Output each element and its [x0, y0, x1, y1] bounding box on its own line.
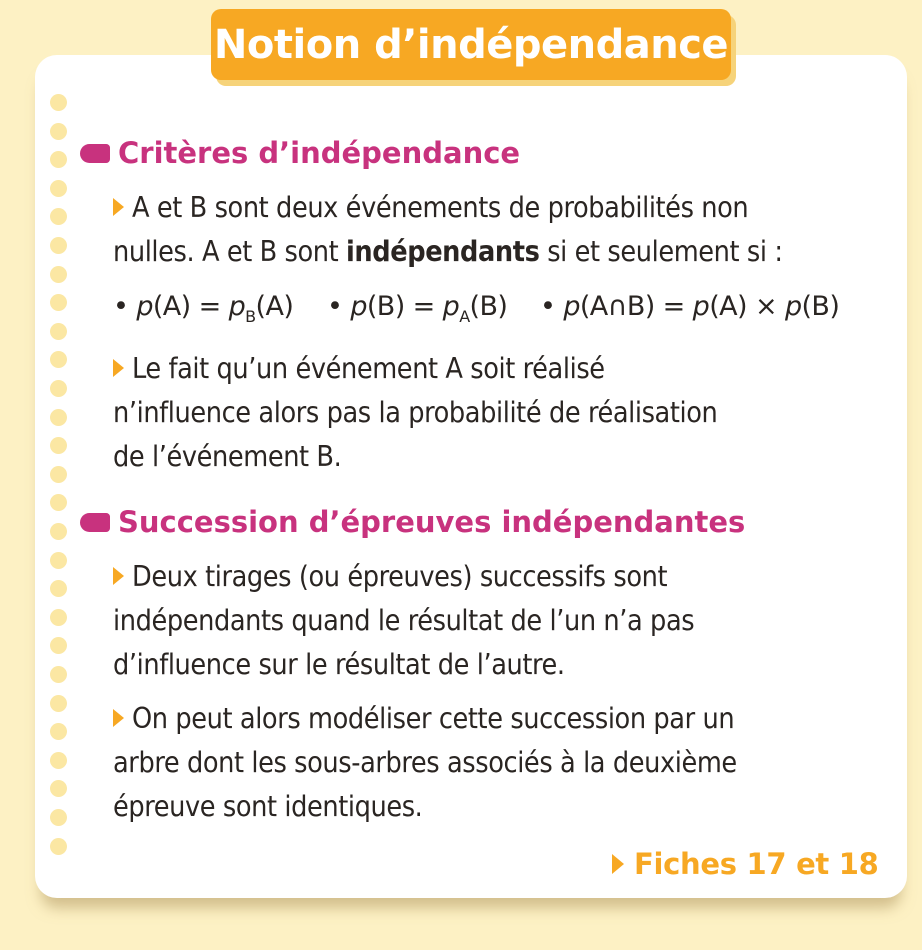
binder-hole: [50, 523, 67, 540]
binder-hole: [50, 695, 67, 712]
keyword-independants: indépendants: [346, 235, 540, 268]
binder-hole: [50, 552, 67, 569]
binder-hole: [50, 94, 67, 111]
pill-bullet-icon: [80, 513, 110, 532]
paragraph-definition: A et B sont deux événements de probabilités non nulles. A et B sont indépendants si et seulement si :: [113, 191, 783, 268]
triangle-marker-icon: [113, 567, 124, 585]
binder-hole: [50, 180, 67, 197]
triangle-marker-icon: [113, 709, 124, 727]
fiches-link-text[interactable]: Fiches 17 et 18: [634, 847, 879, 881]
binder-hole: [50, 409, 67, 426]
pill-bullet-icon: [80, 144, 110, 163]
paragraph-arbre: On peut alors modéliser cette succession par un arbre dont les sous-arbres associés à la deuxième épreuve sont identiques.: [113, 702, 737, 823]
title-banner: [211, 9, 731, 80]
section-heading-criteres: [80, 133, 520, 173]
binder-hole: [50, 752, 67, 769]
independence-formulas: [113, 285, 873, 329]
formula-2: • $p(B) = p_A(B)$: [327, 291, 508, 326]
binder-hole: [50, 609, 67, 626]
binder-hole: [50, 323, 67, 340]
page-title: Notion d’indépendance: [213, 21, 729, 68]
binder-hole: [50, 809, 67, 826]
formula-1: • $p(A) = p_B(A)$: [113, 291, 294, 326]
paragraph-interpretation: Le fait qu’un événement A soit réalisé n’influence alors pas la probabilité de réalisation de l’événement B.: [113, 352, 718, 473]
binder-hole: [50, 237, 67, 254]
binder-hole: [50, 123, 67, 140]
triangle-link-icon: [612, 854, 624, 874]
paragraph-tirages: Deux tirages (ou épreuves) successifs sont indépendants quand le résultat de l’un n’a pas d’influence sur le résultat de l’autre.: [113, 560, 695, 681]
section-heading-succession: [80, 502, 745, 542]
section-heading-text: Succession d’épreuves indépendantes: [118, 505, 746, 539]
binder-hole: [50, 838, 67, 855]
binder-hole: [50, 666, 67, 683]
fiches-link[interactable]: [612, 842, 879, 886]
triangle-marker-icon: [113, 359, 124, 377]
binder-hole: [50, 466, 67, 483]
binder-hole: [50, 266, 67, 283]
section-heading-text: Critères d’indépendance: [118, 136, 521, 170]
formula-3: • p(A∩B) = p(A) × p(B): [540, 291, 840, 322]
binder-hole: [50, 380, 67, 397]
triangle-marker-icon: [113, 198, 124, 216]
